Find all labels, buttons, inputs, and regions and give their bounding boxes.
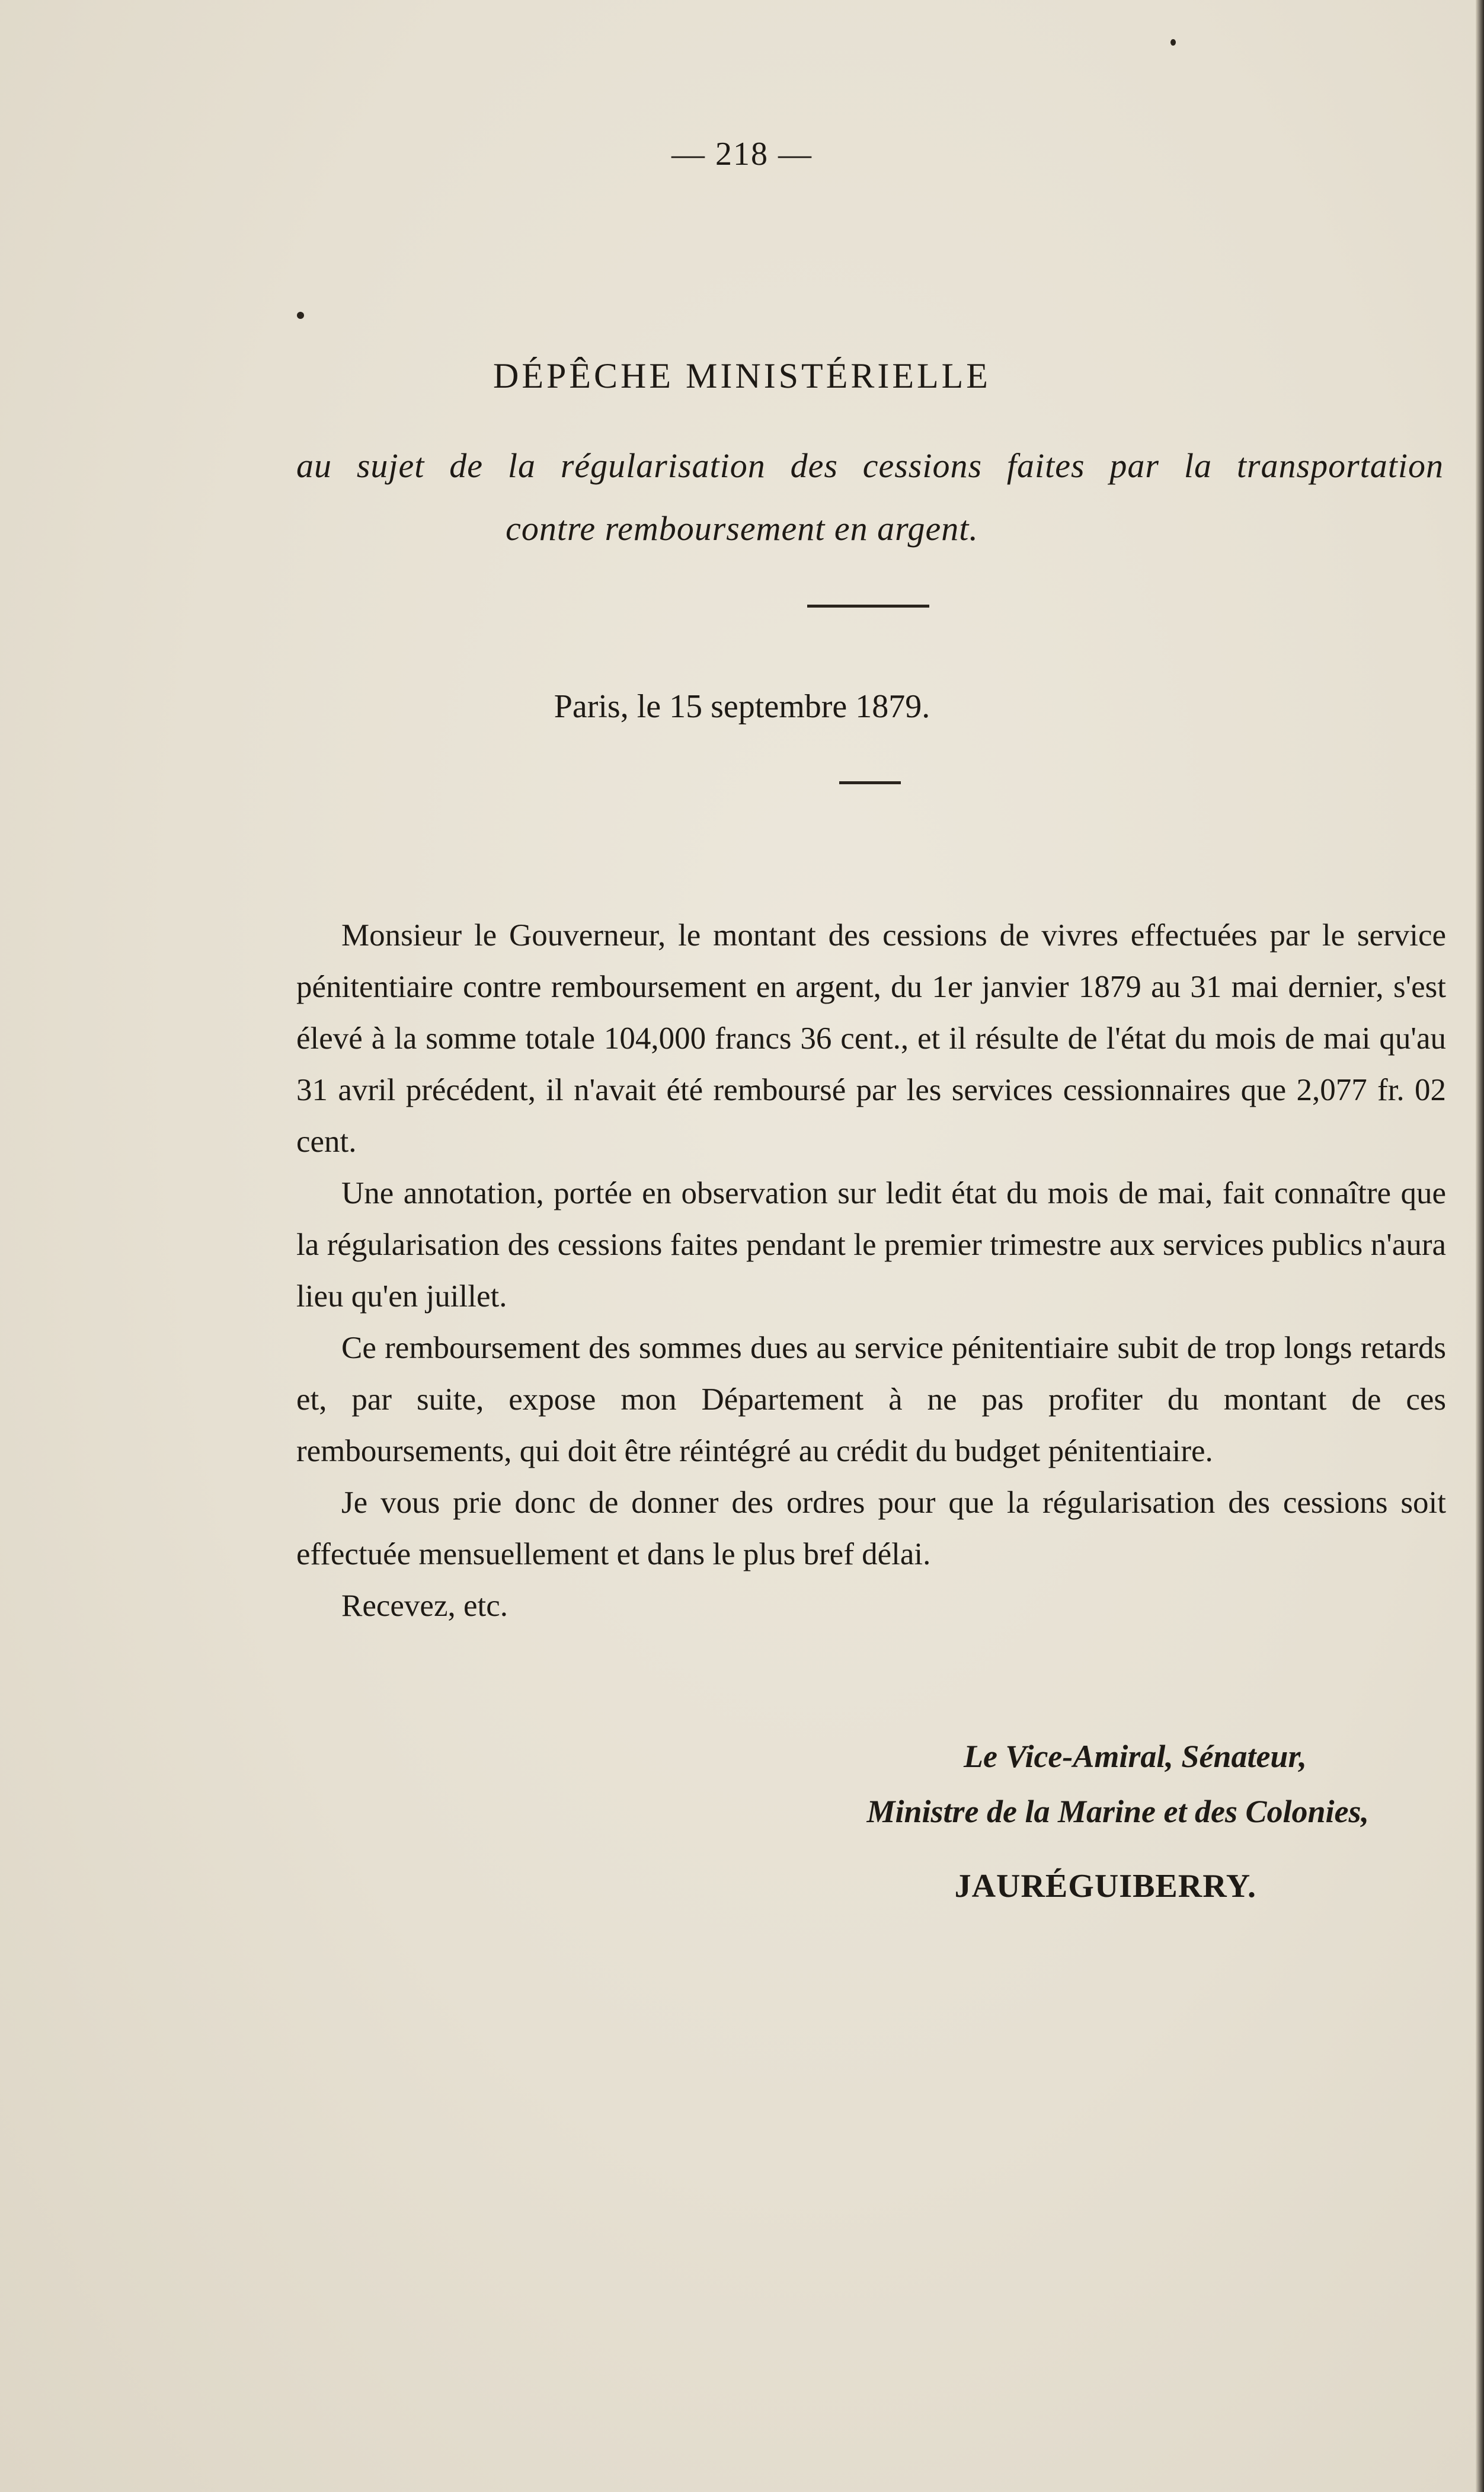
separator-rule-long <box>807 605 929 608</box>
signatory-name: JAURÉGUIBERRY. <box>954 1868 1256 1905</box>
signatory-title: Le Vice-Amiral, Sénateur, <box>963 1739 1307 1774</box>
separator-rule-short <box>839 781 901 784</box>
paragraph-1: Monsieur le Gouverneur, le montant des cessions de vivres effectuées par le service pénitentiaire contre remboursement en argent, du 1er janvier 1879 au 31 mai dernier, s'est élevé à la somme totale 104,000 francs 36 cent., et il résulte de l'état du mois de mai qu'au 31 avril précédent, il n'avait été remboursé par les services cessionnaires que 2,077 fr. 02 cent. <box>296 918 1446 1159</box>
paragraph-4: Je vous prie donc de donner des ordres pour que la régularisation des cessions soit effectuée mensuellement et dans le plus bref délai. <box>296 1485 1446 1571</box>
paper-speck <box>1170 39 1176 46</box>
closing-salutation: Recevez, etc. <box>341 1589 508 1623</box>
paragraph-3: Ce remboursement des sommes dues au service pénitentiaire subit de trop longs retards et, par suite, expose mon Département à ne pas profiter du montant de ces remboursements, qui doit être réintégré au crédit du budget pénitentiaire. <box>296 1331 1446 1468</box>
subject-line-2: contre remboursement en argent. <box>506 509 978 548</box>
letter-body <box>296 910 1446 1632</box>
signatory-office: Ministre de la Marine et des Colonies, <box>866 1794 1369 1829</box>
page-number: — 218 — <box>671 136 813 172</box>
subject-line-1: au sujet de la régularisation des cessions faites par la transportation <box>296 446 1444 485</box>
dateline: Paris, le 15 septembre 1879. <box>554 688 930 725</box>
paragraph-2: Une annotation, portée en observation sur ledit état du mois de mai, fait connaître que la régularisation des cessions faites pendant le premier trimestre aux services publics n'aura lieu qu'en juillet. <box>296 1176 1446 1314</box>
paper-speck <box>297 312 304 319</box>
dispatch-heading: DÉPÊCHE MINISTÉRIELLE <box>493 356 991 395</box>
